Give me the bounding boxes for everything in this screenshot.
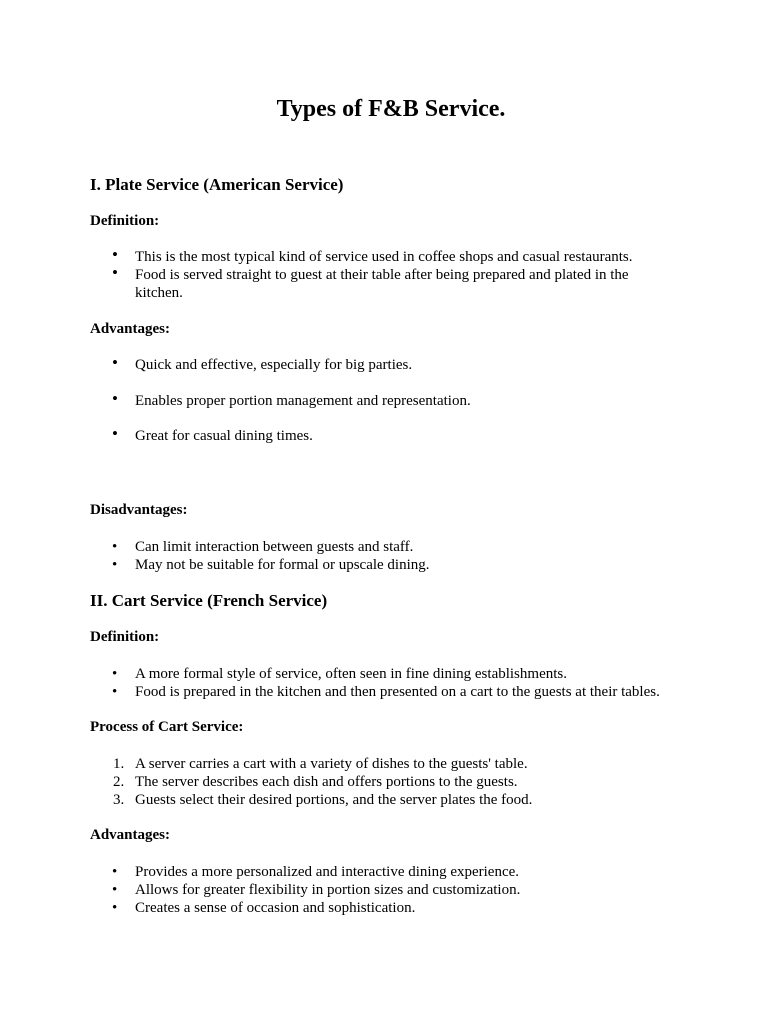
list-item: Guests select their desired portions, and the server plates the food. xyxy=(135,792,533,808)
list-item: A more formal style of service, often seen in fine dining establishments. xyxy=(135,666,567,682)
list-item: A server carries a cart with a variety of dishes to the guests' table. xyxy=(135,756,528,772)
list-number: 3. xyxy=(113,792,125,808)
bullet-icon: • xyxy=(112,864,118,880)
bullet-icon: • xyxy=(112,424,118,443)
list-number: 1. xyxy=(113,756,125,772)
plate-disadvantages-label: Disadvantages: xyxy=(90,502,188,518)
bullet-icon: • xyxy=(112,882,118,898)
plate-advantages-label: Advantages: xyxy=(90,321,171,337)
list-item: Provides a more personalized and interactive dining experience. xyxy=(135,864,520,880)
plate-definition-label: Definition: xyxy=(90,213,160,229)
list-item: Great for casual dining times. xyxy=(135,428,313,444)
list-item: Enables proper portion management and representation. xyxy=(135,393,471,409)
list-item: Food is served straight to guest at their table after being prepared and plated in the xyxy=(135,267,629,283)
page-title: Types of F&B Service. xyxy=(276,96,506,122)
list-item: Food is prepared in the kitchen and then presented on a cart to the guests at their tables. xyxy=(135,684,660,700)
bullet-icon: • xyxy=(112,353,118,372)
bullet-icon: • xyxy=(112,666,118,682)
list-item: This is the most typical kind of service used in coffee shops and casual restaurants. xyxy=(135,249,633,265)
list-item: Can limit interaction between guests and staff. xyxy=(135,539,414,555)
bullet-icon: • xyxy=(112,900,118,916)
list-item-continuation: kitchen. xyxy=(135,285,183,301)
cart-process-label: Process of Cart Service: xyxy=(90,719,244,735)
list-number: 2. xyxy=(113,774,125,790)
bullet-icon: • xyxy=(112,389,118,408)
bullet-icon: • xyxy=(112,539,118,555)
cart-advantages-label: Advantages: xyxy=(90,827,171,843)
bullet-icon: • xyxy=(112,263,118,282)
list-item: Creates a sense of occasion and sophistication. xyxy=(135,900,416,916)
list-item: Allows for greater flexibility in portion sizes and customization. xyxy=(135,882,521,898)
section-heading-cart-service: II. Cart Service (French Service) xyxy=(90,591,328,610)
list-item: The server describes each dish and offers portions to the guests. xyxy=(135,774,518,790)
bullet-icon: • xyxy=(112,557,118,573)
list-item: May not be suitable for formal or upscale dining. xyxy=(135,557,430,573)
bullet-icon: • xyxy=(112,684,118,700)
section-heading-plate-service: I. Plate Service (American Service) xyxy=(90,175,344,194)
cart-definition-label: Definition: xyxy=(90,629,160,645)
list-item: Quick and effective, especially for big parties. xyxy=(135,357,413,373)
bullet-icon: • xyxy=(112,245,118,264)
